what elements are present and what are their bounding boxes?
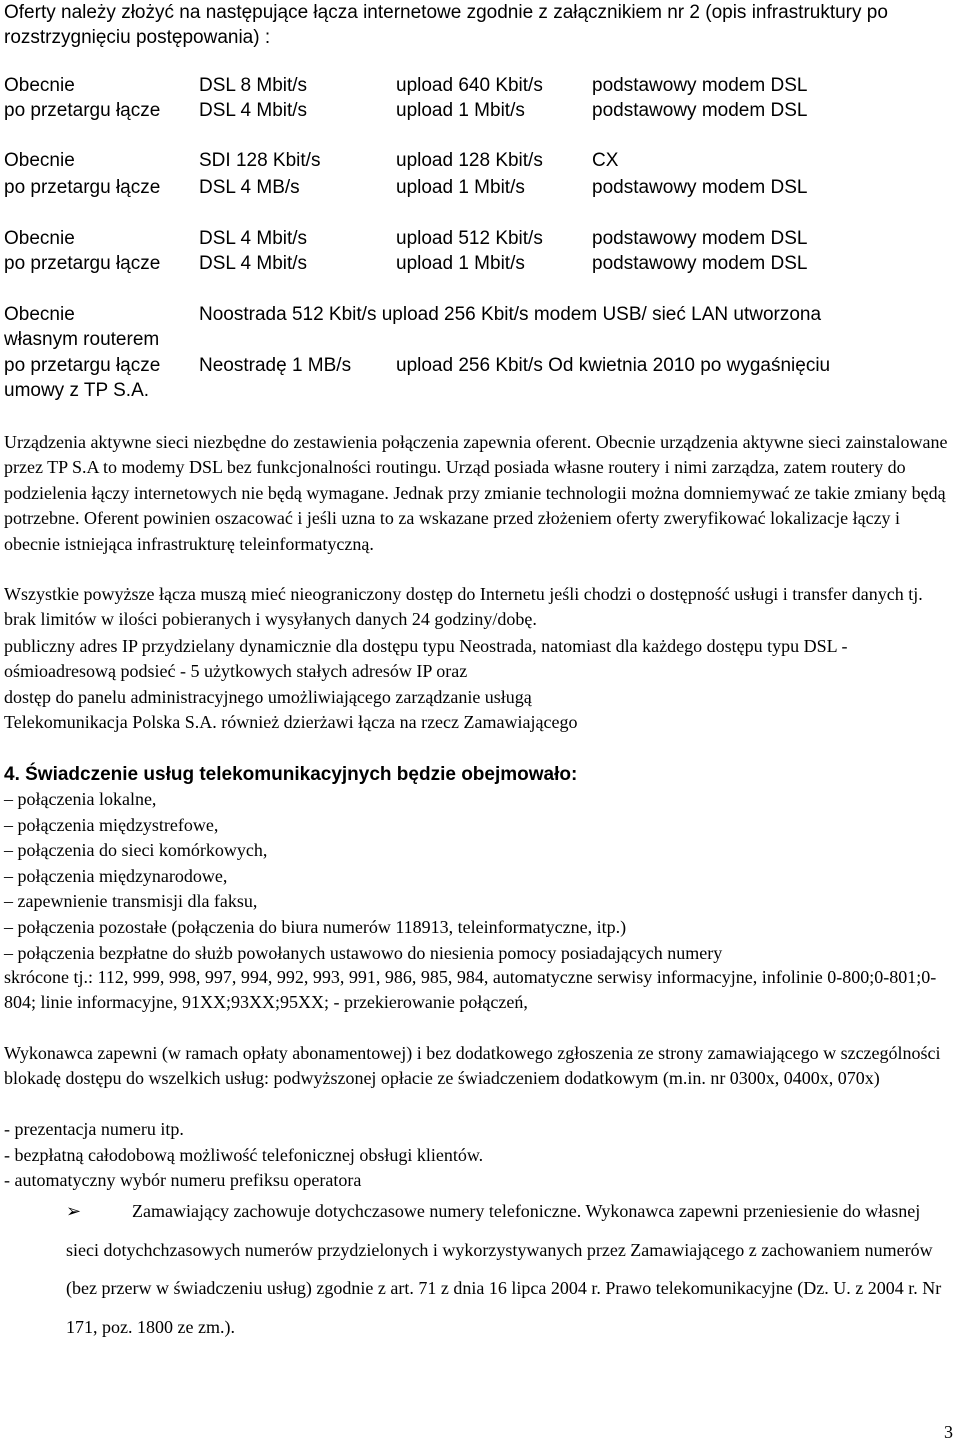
speed-cell: SDI 128 Kbit/s (199, 150, 321, 171)
modem-cell: podstawowy modem DSL (592, 75, 808, 96)
list-item: – połączenia międzynarodowe, (4, 865, 228, 886)
neostrada-router-note: własnym routerem (4, 329, 160, 350)
list-item: - automatyczny wybór numeru prefiksu operatora (4, 1170, 362, 1191)
neostrada-row (4, 378, 954, 403)
link-row (4, 251, 954, 276)
upload-cell: upload 256 Kbit/s Od kwietnia 2010 po wygaśnięciu (396, 355, 831, 376)
upload-cell: upload 512 Kbit/s (396, 228, 543, 249)
paragraph-lease: Telekomunikacja Polska S.A. również dzierżawi łącza na rzecz Zamawiającego (4, 712, 578, 732)
modem-cell: podstawowy modem DSL (592, 100, 808, 121)
list-item: – połączenia pozostałe (połączenia do biura numerów 118913, teleinformatyczne, itp.) (4, 916, 627, 937)
upload-cell: upload 1 Mbit/s (396, 253, 525, 274)
neostrada-row (4, 327, 954, 352)
link-row (4, 98, 954, 123)
list-item: - prezentacja numeru itp. (4, 1119, 184, 1139)
page-number: 3 (944, 1422, 953, 1442)
modem-cell: podstawowy modem DSL (592, 228, 808, 249)
list-item: – połączenia lokalne, (4, 789, 157, 809)
upload-cell: upload 1 Mbit/s (396, 100, 525, 121)
speed-cell: DSL 4 MB/s (199, 177, 300, 198)
services-list (4, 787, 956, 966)
speed-cell: Neostradę 1 MB/s (199, 355, 352, 376)
number-porting-text: Zamawiający zachowuje dotychczasowe numery telefoniczne. Wykonawca zapewni przeniesienie do własnej sieci dotychchzasowych numerów przydzielonych i wykorzystywanych przez Zamawiającego z zachowaniem numerów (bez przerw w świadczeniu usług) zgodnie z art. 71 z dnia 16 lipca 2004 r. Prawo telekomunikacyjne (Dz. U. z 2004 r. Nr 171, poz. 1800 ze zm.). (66, 1201, 942, 1337)
modem-cell: CX (592, 150, 619, 171)
services-continuation: skrócone tj.: 112, 999, 998, 997, 994, 992, 993, 991, 986, 985, 984, automatyczne serwisy informacyjne, infolinie 0-800;0-801;0-804; linie informacyjne, 91XX;93XX;95XX; - przekierowanie połączeń, (4, 967, 937, 1013)
neostrada-current: Noostrada 512 Kbit/s upload 256 Kbit/s modem USB/ sieć LAN utworzona (199, 304, 822, 325)
status-cell: po przetargu łącze (4, 253, 161, 274)
link-row (4, 175, 954, 200)
neostrada-row (4, 302, 954, 327)
status-cell: po przetargu łącze (4, 355, 161, 376)
list-item: – połączenia międzystrefowe, (4, 814, 219, 835)
paragraph-blocking: Wykonawca zapewni (w ramach opłaty abonamentowej) i bez dodatkowego zgłoszenia ze strony zamawiającego w szczególności blokadę dostępu do wszelkich usług: podwyższonej opłacie ze świadczeniem dodatkowym (m.in. nr 0300x, 0400x, 070x) (4, 1043, 941, 1089)
list-item: – połączenia bezpłatne do służb powołanych ustawowo do niesienia pomocy posiadających numery (4, 942, 723, 963)
neostrada-row (4, 353, 954, 378)
upload-cell: upload 1 Mbit/s (396, 177, 525, 198)
link-row (4, 226, 954, 251)
link-row (4, 148, 954, 173)
status-cell: Obecnie (4, 228, 75, 249)
list-item: – zapewnienie transmisji dla faksu, (4, 891, 258, 912)
arrow-bullet-icon: ➢ (66, 1201, 82, 1221)
intro-text: Oferty należy złożyć na następujące łącza internetowe zgodnie z załącznikiem nr 2 (opis infrastruktury po rozstrzygnięciu postępowania) : (4, 2, 888, 48)
status-cell: Obecnie (4, 150, 75, 171)
paragraph-devices: Urządzenia aktywne sieci niezbędne do zestawienia połączenia zapewnia oferent. Obecnie urządzenia aktywne sieci zainstalowane przez TP S.A to modemy DSL bez funkcjonalności routingu. Urząd posiada własne routery i nimi zarządza, zatem routery do podzielenia łączy internetowych nie będą wymagane. Jednak przy zmianie technologii można domniemywać ze takie zmiany będą potrzebne. Oferent powinien oszacować i jeśli uzna to za wskazane przed złożeniem oferty zweryfikować lokalizacje łączy i obecnie istniejąca infrastrukturę teleinformatyczną. (4, 432, 948, 554)
speed-cell: DSL 4 Mbit/s (199, 228, 308, 249)
modem-cell: podstawowy modem DSL (592, 253, 808, 274)
contract-note: umowy z TP S.A. (4, 380, 150, 401)
paragraph-ip: publiczny adres IP przydzielany dynamicznie dla dostępu typu Neostrada, natomiast dla każdego dostępu typu DSL - ośmioadresową podsieć - 5 użytkowych stałych adresów IP oraz (4, 636, 848, 682)
speed-cell: DSL 4 Mbit/s (199, 253, 308, 274)
speed-cell: DSL 8 Mbit/s (199, 75, 308, 96)
status-cell: po przetargu łącze (4, 100, 161, 121)
feature-list (4, 1117, 956, 1194)
upload-cell: upload 128 Kbit/s (396, 150, 543, 171)
paragraph-panel: dostęp do panelu administracyjnego umożliwiającego zarządzanie usługą (4, 687, 532, 707)
paragraph-unlimited: Wszystkie powyższe łącza muszą mieć nieograniczony dostęp do Internetu jeśli chodzi o dostępność usługi i transfer danych tj. brak limitów w ilości pobieranych i wysyłanych danych 24 godziny/dobę. (4, 584, 923, 630)
list-item: - bezpłatną całodobową możliwość telefonicznej obsługi klientów. (4, 1144, 484, 1165)
status-cell: Obecnie (4, 75, 75, 96)
link-row (4, 73, 954, 98)
modem-cell: podstawowy modem DSL (592, 177, 808, 198)
upload-cell: upload 640 Kbit/s (396, 75, 543, 96)
status-cell: Obecnie (4, 304, 75, 325)
list-item: – połączenia do sieci komórkowych, (4, 840, 268, 861)
status-cell: po przetargu łącze (4, 177, 161, 198)
section-heading: 4. Świadczenie usług telekomunikacyjnych będzie obejmowało: (4, 764, 578, 785)
speed-cell: DSL 4 Mbit/s (199, 100, 308, 121)
